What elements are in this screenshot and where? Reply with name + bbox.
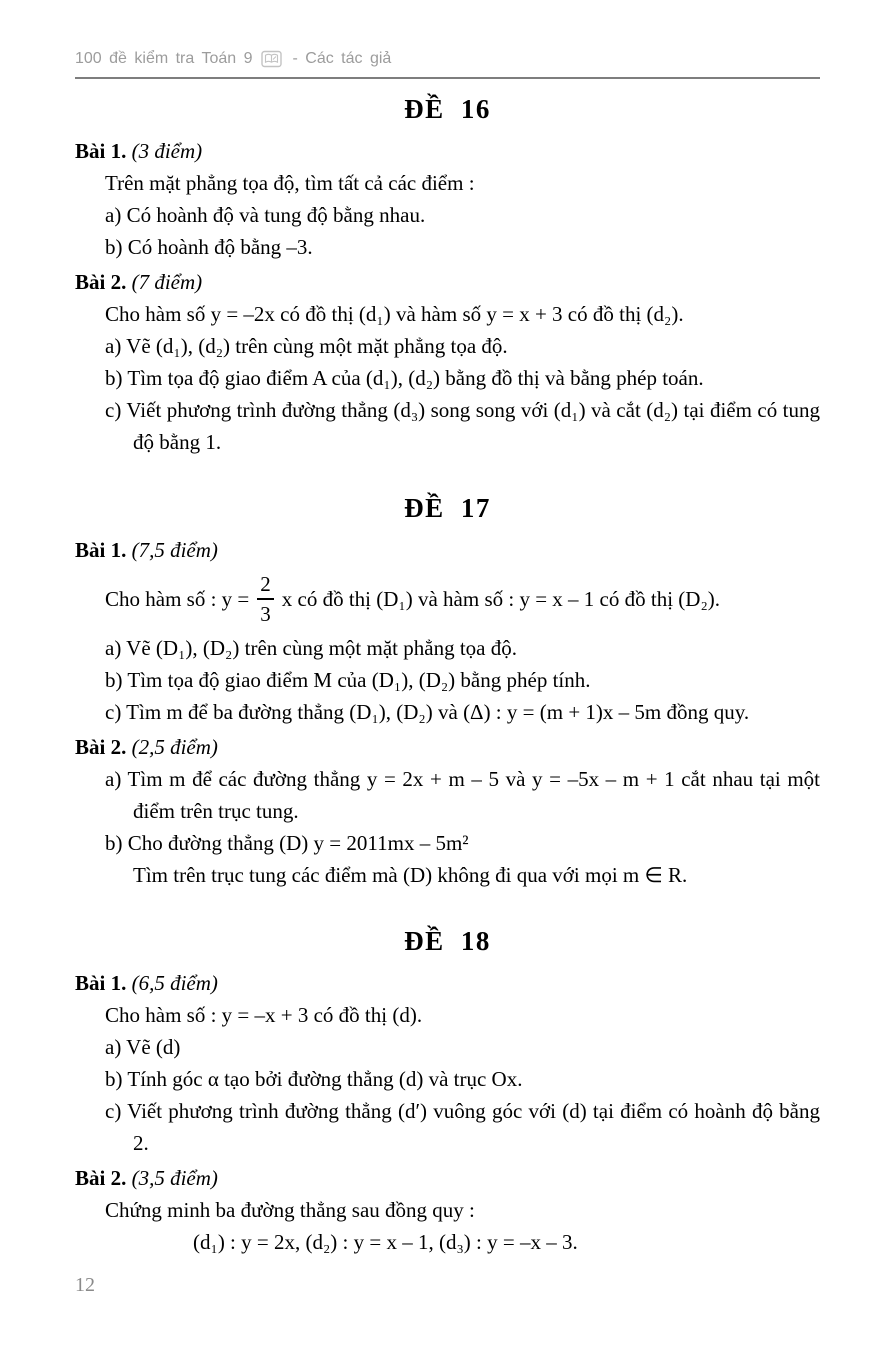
- test-de-18: [75, 925, 820, 1258]
- problem-intro-formula: [105, 566, 820, 632]
- problem-points: (7,5 điểm): [131, 538, 218, 562]
- problem-item: b) Tính góc α tạo bởi đường thẳng (d) và trục Ox.: [105, 1067, 523, 1091]
- problem-item: a) Vẽ (D₁), (D₂) trên cùng một mặt phẳng tọa độ.: [105, 636, 517, 660]
- problem-points: (6,5 điểm): [131, 971, 218, 995]
- problem-note: Tìm trên trục tung các điểm mà (D) không đi qua với mọi m ∈ R.: [133, 863, 688, 887]
- problem-heading: [75, 731, 820, 763]
- problem-item: b) Cho đường thẳng (D) y = 2011mx – 5m²: [105, 831, 469, 855]
- problem-points: (7 điểm): [131, 270, 203, 294]
- test-de-16: [75, 93, 820, 458]
- problem-heading: [75, 534, 820, 566]
- problem-item: c) Viết phương trình đường thẳng (d′) vuông góc với (d) tại điểm có hoành độ bằng 2.: [105, 1099, 820, 1155]
- problem-item: c) Tìm m để ba đường thẳng (D₁), (D₂) và (Δ) : y = (m + 1)x – 5m đồng quy.: [105, 700, 750, 724]
- page-number: 12: [75, 1274, 95, 1296]
- problem-item: b) Tìm tọa độ giao điểm M của (D₁), (D₂) bằng phép tính.: [105, 668, 591, 692]
- fraction-numerator: 2: [257, 571, 274, 600]
- problem-heading: [75, 1162, 820, 1194]
- problem-intro: Trên mặt phẳng tọa độ, tìm tất cả các điểm :: [105, 171, 475, 195]
- problem-label: Bài 2.: [75, 270, 127, 294]
- problem-item: a) Có hoành độ và tung độ bằng nhau.: [105, 203, 426, 227]
- problem-points: (3,5 điểm): [131, 1166, 218, 1190]
- authors-label: - Các tác giả: [292, 50, 392, 67]
- problem-heading: [75, 135, 820, 167]
- test-title: ĐỀ 17: [404, 493, 491, 523]
- formula-pre: Cho hàm số : y =: [105, 587, 250, 611]
- test-title: ĐỀ 18: [404, 926, 491, 956]
- problem-label: Bài 1.: [75, 139, 127, 163]
- fraction: [257, 571, 274, 627]
- problem-item: a) Vẽ (d₁), (d₂) trên cùng một mặt phẳng tọa độ.: [105, 334, 508, 358]
- problem-label: Bài 2.: [75, 735, 127, 759]
- fraction-denominator: 3: [260, 602, 271, 626]
- problem-points: (3 điểm): [131, 139, 203, 163]
- problem-label: Bài 1.: [75, 971, 127, 995]
- problem-intro: Cho hàm số : y = –x + 3 có đồ thị (d).: [105, 1003, 423, 1027]
- page-header: [75, 50, 820, 79]
- book-title: 100 đề kiểm tra Toán 9: [75, 50, 253, 67]
- problem-points: (2,5 điểm): [131, 735, 218, 759]
- problem-heading: [75, 967, 820, 999]
- problem-item: a) Tìm m để các đường thẳng y = 2x + m – 5 và y = –5x – m + 1 cắt nhau tại một điểm trên trục tung.: [105, 767, 820, 823]
- problem-label: Bài 1.: [75, 538, 127, 562]
- equation-line: (d₁) : y = 2x, (d₂) : y = x – 1, (d₃) : y = –x – 3.: [193, 1230, 578, 1254]
- problem-item: c) Viết phương trình đường thẳng (d₃) song song với (d₁) và cắt (d₂) tại điểm có tung độ bằng 1.: [105, 398, 820, 454]
- problem-intro: Cho hàm số y = –2x có đồ thị (d₁) và hàm số y = x + 3 có đồ thị (d₂).: [105, 302, 684, 326]
- test-de-17: [75, 492, 820, 891]
- problem-item: b) Tìm tọa độ giao điểm A của (d₁), (d₂) bằng đồ thị và bằng phép toán.: [105, 366, 704, 390]
- problem-heading: [75, 266, 820, 298]
- open-book-icon: [261, 50, 282, 68]
- problem-label: Bài 2.: [75, 1166, 127, 1190]
- formula-post: x có đồ thị (D₁) và hàm số : y = x – 1 có đồ thị (D₂).: [281, 587, 721, 611]
- problem-item: b) Có hoành độ bằng –3.: [105, 235, 313, 259]
- problem-item: a) Vẽ (d): [105, 1035, 181, 1059]
- test-title: ĐỀ 16: [404, 94, 491, 124]
- problem-intro: Chứng minh ba đường thẳng sau đồng quy :: [105, 1198, 475, 1222]
